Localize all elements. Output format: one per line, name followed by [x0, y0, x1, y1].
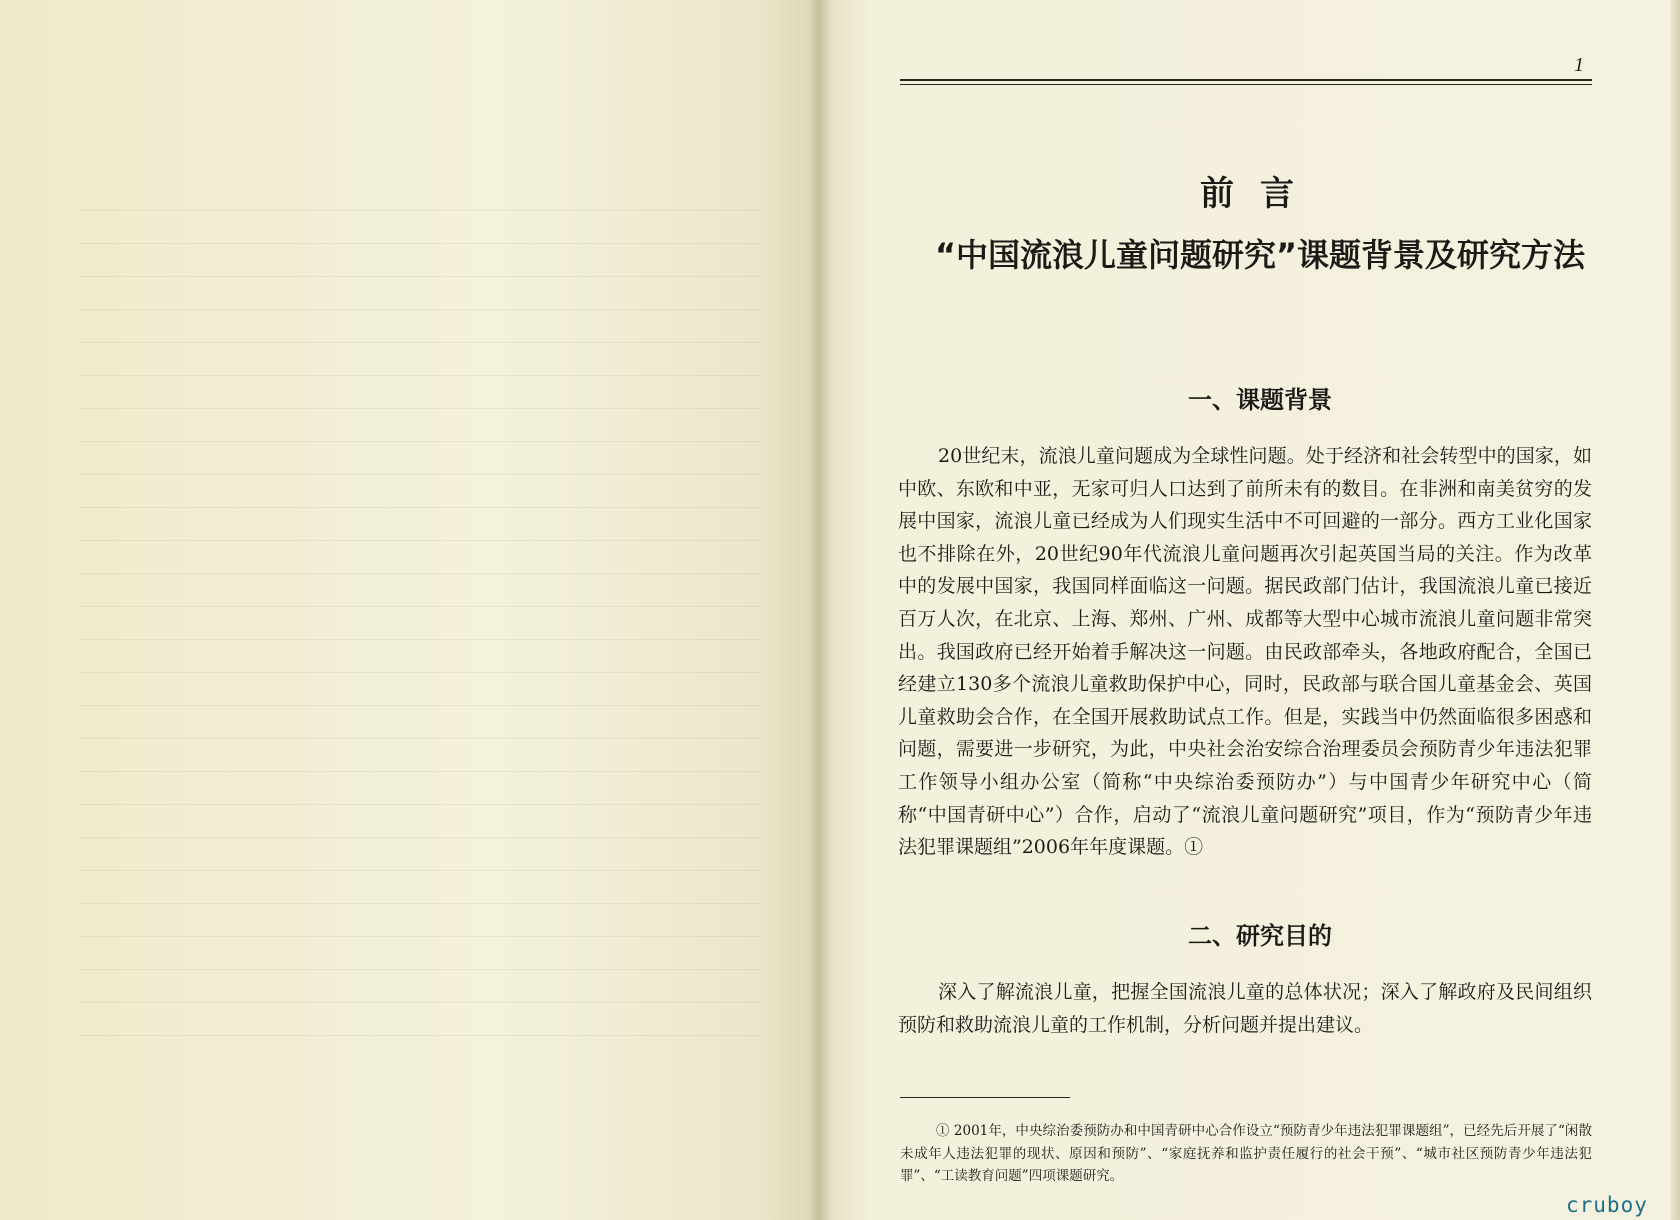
- running-head-rule: [900, 79, 1592, 81]
- show-through-line: [80, 343, 760, 376]
- paragraph-background: 20世纪末，流浪儿童问题成为全球性问题。处于经济和社会转型中的国家，如中欧、东欧和中亚，无家可归人口达到了前所未有的数目。在非洲和南美贫穷的发展中国家，流浪儿童已经成为人们现实生活中不可回避的一部分。西方工业化国家也不排除在外，20世纪90年代流浪儿童问题再次引起英国当局的关注。作为改革中的发展中国家，我国同样面临这一问题。据民政部门估计，我国流浪儿童已接近百万人次，在北京、上海、郑州、广州、成都等大型中心城市流浪儿童问题非常突出。我国政府已经开始着手解决这一问题。由民政部牵头，各地政府配合，全国已经建立130多个流浪儿童救助保护中心，同时，民政部与联合国儿童基金会、英国儿童救助会合作，在全国开展救助试点工作。但是，实践当中仍然面临很多困惑和问题，需要进一步研究，为此，中央社会治安综合治理委员会预防青少年违法犯罪工作领导小组办公室（简称“中央综治委预防办”）与中国青少年研究中心（简称“中国青研中心”）合作，启动了“流浪儿童问题研究”项目，作为“预防青少年违法犯罪课题组”2006年年度课题。①: [898, 445, 1592, 859]
- show-through-line: [80, 277, 760, 310]
- show-through-line: [80, 310, 760, 343]
- page-number: 1: [1574, 54, 1584, 76]
- show-through-line: [80, 574, 760, 607]
- show-through-line: [80, 508, 760, 541]
- running-head-rule-thin: [900, 84, 1592, 85]
- show-through-line: [80, 970, 760, 1003]
- page-title: “中国流浪儿童问题研究”课题背景及研究方法: [934, 236, 1586, 274]
- show-through-line: [80, 178, 760, 211]
- page-edge: [1670, 0, 1680, 1220]
- watermark-text: cruboy: [1566, 1193, 1648, 1217]
- footnote-rule: [900, 1097, 1070, 1098]
- show-through-line: [80, 838, 760, 871]
- show-through-line: [80, 541, 760, 574]
- show-through-line: [80, 376, 760, 409]
- show-through-line: [80, 409, 760, 442]
- show-through-line: [80, 805, 760, 838]
- show-through-line: [80, 1003, 760, 1036]
- show-through-line: [80, 673, 760, 706]
- show-through-line: [80, 244, 760, 277]
- footnote: ① 2001年，中央综治委预防办和中国青研中心合作设立“预防青少年违法犯罪课题组”，已经先后开展了“闲散未成年人违法犯罪的现状、原因和预防”、“家庭抚养和监护责任履行的社会干预”、“城市社区预防青少年违法犯罪”、“工读教育问题”四项课题研究。: [900, 1123, 1592, 1184]
- show-through-line: [80, 706, 760, 739]
- show-through-lines: [80, 178, 760, 1036]
- paragraph-purpose: 深入了解流浪儿童，把握全国流浪儿童的总体状况；深入了解政府及民间组织预防和救助流浪儿童的工作机制，分析问题并提出建议。: [898, 981, 1592, 1036]
- preface-title: 前言: [1200, 174, 1320, 214]
- section-heading-background: 一、课题背景: [1188, 386, 1332, 414]
- show-through-line: [80, 211, 760, 244]
- show-through-line: [80, 772, 760, 805]
- left-page: [0, 0, 820, 1220]
- book-gutter: [808, 0, 832, 1220]
- show-through-line: [80, 607, 760, 640]
- show-through-line: [80, 937, 760, 970]
- show-through-line: [80, 640, 760, 673]
- section-heading-purpose: 二、研究目的: [1188, 922, 1332, 950]
- show-through-line: [80, 739, 760, 772]
- show-through-line: [80, 475, 760, 508]
- show-through-line: [80, 442, 760, 475]
- show-through-line: [80, 871, 760, 904]
- show-through-line: [80, 904, 760, 937]
